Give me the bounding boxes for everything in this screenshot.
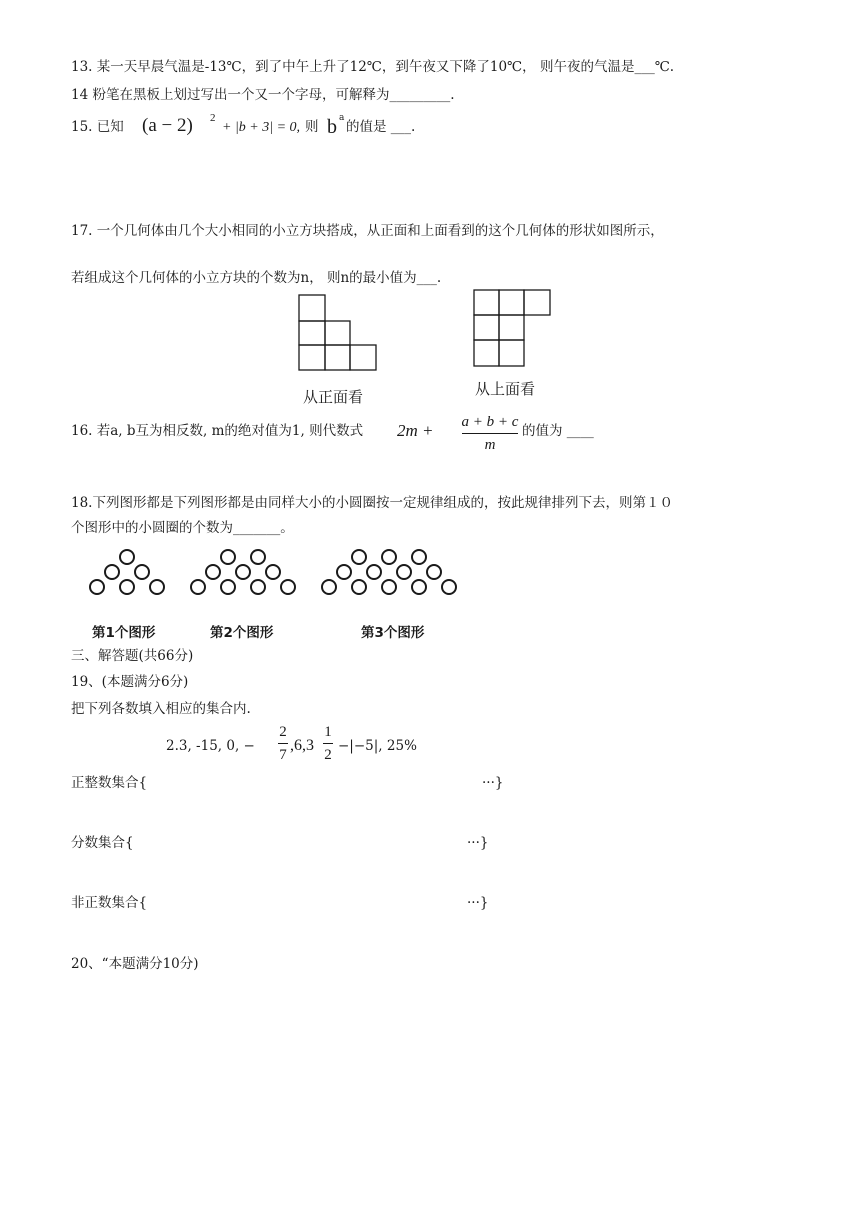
question-13: 13. 某一天早晨气温是-13℃，到了中午上升了12℃，到午夜又下降了10℃， 则午夜的气温是___℃. [71, 59, 675, 75]
equation-exponent: 2 [210, 112, 216, 124]
front-view-figure [298, 294, 380, 374]
question-18-line1: 18.下列图形都是下列图形都是由同样大小的小圆圈按一定规律组成的，按此规律排列下去，则第１０ [71, 495, 673, 511]
mixed-fraction-bar [323, 743, 333, 744]
question-17-line1: 17. 一个几何体由几个大小相同的小立方块搭成，从正面和上面看到的这个几何体的形状如图所示， [71, 223, 664, 239]
question-15-number: 15. 已知 [71, 119, 124, 135]
numbers-part-a: 2.3, -15, 0, − [166, 738, 255, 754]
question-19-instruction: 把下列各数填入相应的集合内. [71, 701, 251, 717]
question-18-line2: 个图形中的小圆圈的个数为_______。 [71, 520, 294, 536]
top-view-figure [473, 289, 553, 369]
set-fractions: 分数集合{ [71, 835, 134, 851]
mixed-fraction-num: 1 [324, 724, 332, 740]
figure-2-caption: 第2个图形 [210, 625, 274, 641]
section-3-heading: 三、解答题(共66分) [71, 648, 194, 664]
set-positive-integers-end: ···} [482, 775, 504, 791]
question-19-title: 19、(本题满分6分) [71, 674, 189, 690]
fraction-2-7-den: 7 [279, 747, 287, 763]
fraction-bar [462, 433, 518, 434]
expr-2m: 2m + [397, 421, 434, 440]
circle-pattern-3 [322, 548, 462, 598]
set-fractions-end: ···} [467, 835, 489, 851]
circle-pattern-2 [191, 548, 301, 598]
fraction-denominator: m [484, 437, 496, 453]
question-15-then: 则 [305, 119, 319, 135]
fraction-2-7-num: 2 [279, 724, 287, 740]
fraction-numerator: a + b + c [461, 414, 519, 430]
numbers-part-b: ,6,3 [290, 737, 314, 754]
equation-part-a: (a − 2) [142, 115, 193, 136]
mixed-fraction-den: 2 [324, 747, 332, 763]
figure-3-caption: 第3个图形 [361, 625, 425, 641]
set-non-positive-end: ···} [467, 895, 489, 911]
top-view-caption: 从上面看 [475, 380, 536, 398]
front-view-caption: 从正面看 [303, 388, 364, 406]
question-17-line2: 若组成这个几何体的小立方块的个数为n， 则n的最小值为___. [71, 270, 442, 286]
exponent-a: a [339, 113, 345, 123]
question-15-tail: 的值是 ___. [346, 119, 416, 135]
base-b: b [327, 116, 337, 138]
equation-part-b: + |b + 3| = 0, [222, 120, 301, 135]
set-positive-integers: 正整数集合{ [71, 775, 148, 791]
fraction-2-7-bar [278, 743, 288, 744]
question-16-text: 16. 若a, b互为相反数, m的绝对值为1, 则代数式 [71, 423, 364, 439]
question-20-title: 20、“本题满分10分) [71, 956, 199, 972]
question-14: 14 粉笔在黑板上划过写出一个又一个字母，可解释为_________. [71, 87, 455, 103]
set-non-positive: 非正数集合{ [71, 895, 148, 911]
question-16-tail: 的值为 ____ [522, 423, 594, 439]
circle-pattern-1 [90, 548, 170, 598]
figure-1-caption: 第1个图形 [92, 625, 156, 641]
numbers-part-c: −|−5|, 25% [338, 738, 417, 754]
